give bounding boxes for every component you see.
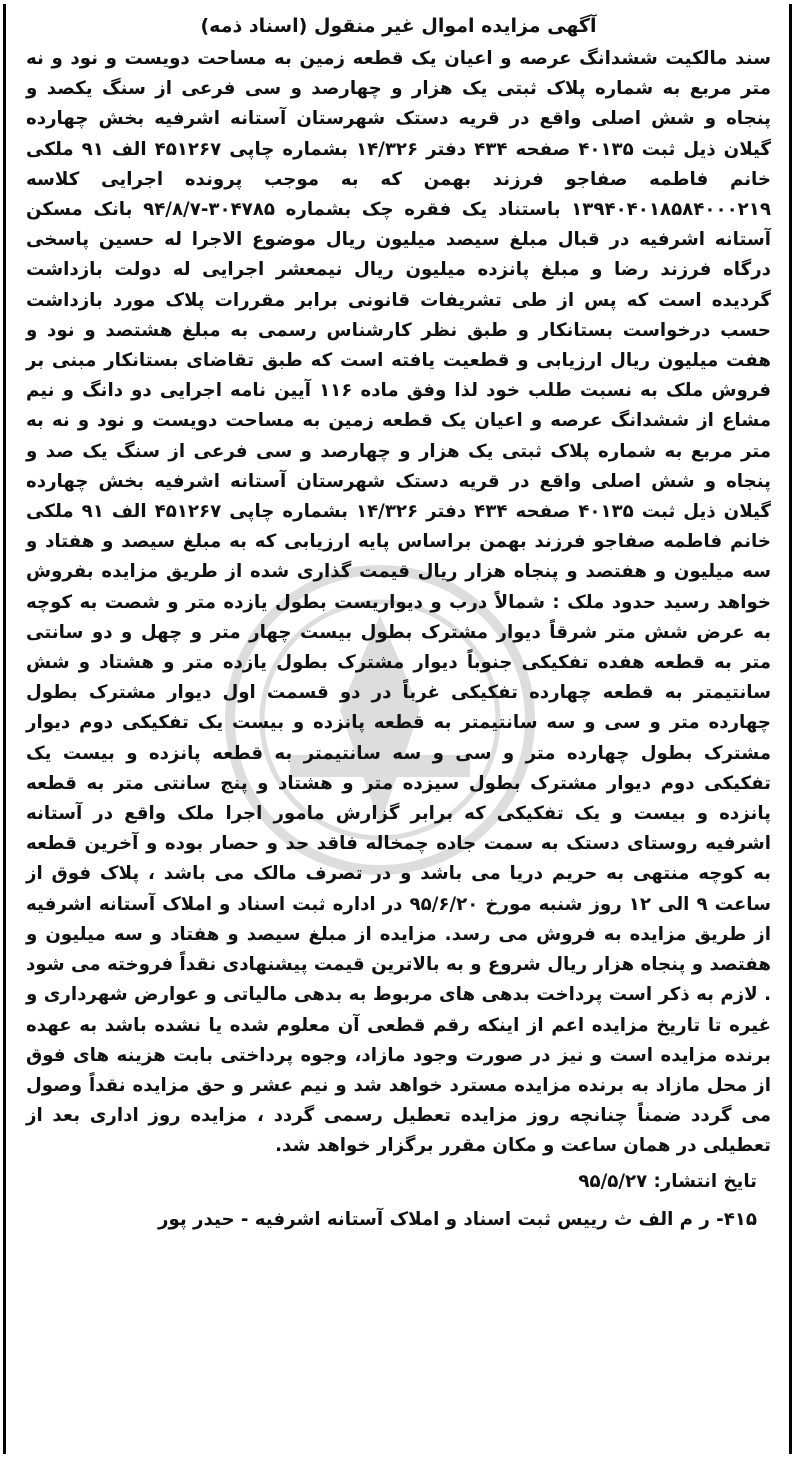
notice-title: آگهی مزایده اموال غیر منقول (اسناد ذمه) <box>200 15 597 37</box>
notice-signature: ۴۱۵- ر م الف ث رییس ثبت اسناد و املاک آستانه اشرفیه - حیدر پور <box>158 1208 757 1230</box>
auction-notice <box>26 8 771 1236</box>
right-border-line <box>789 4 792 1454</box>
left-border-line <box>3 4 6 1454</box>
notice-body: سند مالکیت ششدانگ عرصه و اعیان یک قطعه زمین به مساحت دویست و نود و نه متر مربع به شماره پلاک ثبتی یک هزار و چهارصد و سی فرعی از سنگ یکصد و پنجاه و شش اصلی واقع در قریه دستک شهرستان آستانه اشرفیه بخش چهارده گیلان ذیل ثبت ۴۰۱۳۵ صفحه ۴۳۴ دفتر ۱۴/۳۲۶ بشماره چاپی ۴۵۱۲۶۷ الف ۹۱ ملکی خانم فاطمه صفاجو فرزند بهمن که به موجب پرونده اجرایی کلاسه ۱۳۹۴۰۴۰۱۸۵۸۴۰۰۰۲۱۹ باستناد یک فقره چک بشماره ۳۰۴۷۸۵-۹۴/۸/۷ بانک مسکن آستانه اشرفیه در قبال مبلغ سیصد میلیون ریال موضوع الاجرا له حسین پاسخی درگاه فرزند رضا و مبلغ پانزده میلیون ریال نیمعشر اجرایی له دولت بازداشت گردیده است که پس از طی تشریفات قانونی برابر مقررات پلاک مورد بازداشت حسب درخواست بستانکار و طبق نظر کارشناس رسمی به مبلغ هشتصد و نود و هفت میلیون ریال ارزیابی و قطعیت یافته است که طبق تقاضای بستانکار مبنی بر فروش ملک به نسبت طلب خود لذا وفق ماده ۱۱۶ آیین نامه اجرایی دو دانگ و نیم مشاع از ششدانگ عرصه و اعیان یک قطعه زمین به مساحت دویست و نود و نه به متر مربع به شماره پلاک ثبتی یک هزار و چهارصد و سی فرعی از سنگ یک صد و پنجاه و شش اصلی واقع در قریه دستک شهرستان آستانه اشرفیه بخش چهارده گیلان ذیل ثبت ۴۰۱۳۵ صفحه ۴۳۴ دفتر ۱۴/۳۲۶ بشماره چاپی ۴۵۱۲۶۷ الف ۹۱ ملکی خانم فاطمه صفاجو فرزند بهمن براساس پایه ارزیابی که به مبلغ سیصد و هفتاد و سه میلیون و هفتصد و پنجاه هزار ریال قیمت گذاری شده از طریق مزایده بفروش خواهد رسید حدود ملک : شمالاً درب و دیواریست بطول یازده متر و شصت به کوچه به عرض شش متر شرقاً دیوار مشترک بطول بیست چهار متر و چهل و دو سانتی متر به قطعه هفده تفکیکی جنوباً دیوار مشترک بطول یازده متر و هشتاد و شش سانتیمتر به قطعه چهارده تفکیکی غرباً در دو قسمت اول دیوار مشترک بطول چهارده متر و سی و سه سانتیمتر به قطعه پانزده و بیست یک تفکیکی دوم دیوار مشترک بطول چهارده متر و سی و سه سانتیمتر به قطعه پانزده و بیست یک تفکیکی دوم دیوار مشترک بطول سیزده متر و هشتاد و پنج سانتی متر به قطعه پانزده و بیست و یک تفکیکی که برابر گزارش مامور اجرا ملک واقع در آستانه اشرفیه روستای دستک به سمت جاده چمخاله فاقد حد و حصار بوده و آخرین قطعه به کوچه منتهی به حریم دریا می باشد و در تصرف مالک می باشد ، پلاک فوق از ساعت ۹ الی ۱۲ روز شنبه مورخ ۹۵/۶/۲۰ در اداره ثبت اسناد و املاک آستانه اشرفیه از طریق مزایده به فروش می رسد. مزایده از مبلغ سیصد و هفتاد و سه میلیون و هفتصد و پنجاه هزار ریال شروع و به بالاترین قیمت پیشنهادی نقداً فروخته می شود . لازم به ذکر است پرداخت بدهی های مربوط به بدهی مالیاتی و عوارض شهرداری و غیره تا تاریخ مزایده اعم از اینکه رقم قطعی آن معلوم شده یا نشده باشد به عهده برنده مزایده است و نیز در صورت وجود مازاد، وجوه پرداختی بابت هزینه های فوق از محل مازاد به برنده مزایده مسترد خواهد شد و نیم عشر و حق مزایده نقداً وصول می گردد ضمناً چنانچه روز مزایده تعطیل رسمی گردد ، مزایده روز اداری بعد از تعطیلی در همان ساعت و مکان مقرر برگزار خواهد شد. <box>26 48 772 1157</box>
publish-date: تایخ انتشار: ۹۵/۵/۲۷ <box>578 1170 757 1192</box>
